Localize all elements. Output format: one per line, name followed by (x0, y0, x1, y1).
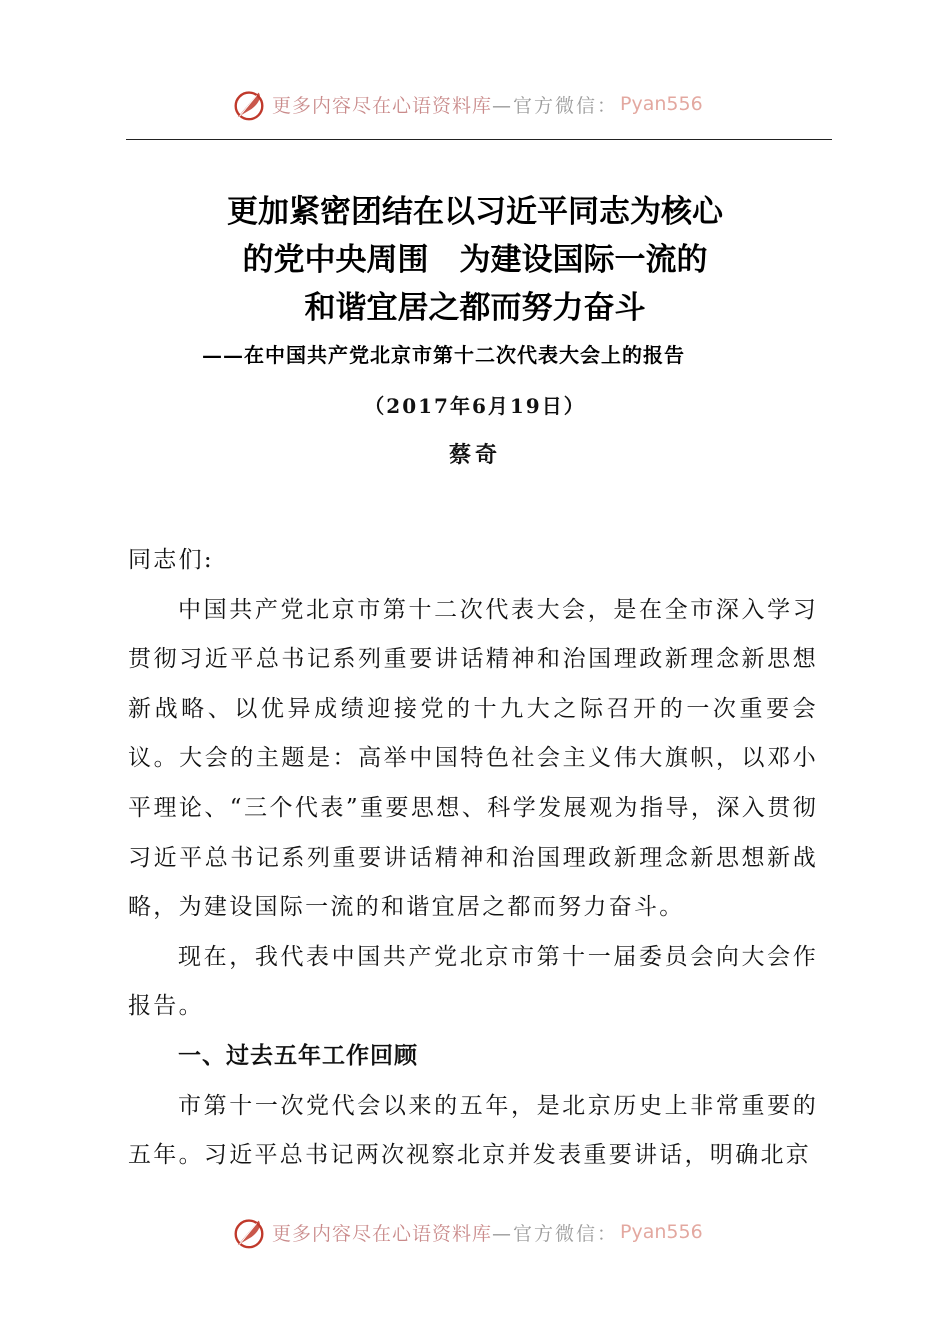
watermark-header (230, 84, 703, 124)
header-divider (126, 139, 832, 140)
document-author: 蔡奇 (448, 442, 501, 468)
paragraph: 中国共产党北京市第十二次代表大会，是在全市深入学习贯彻习近平总书记系列重要讲话精神和治国理政新理念新思想新战略、以优异成绩迎接党的十九大之际召开的一次重要会议。大会的主题是：高举中国特色社会主义伟大旗帜，以邓小平理论、“三个代表”重要思想、科学发展观为指导，深入贯彻习近平总书记系列重要讲话精神和治国理政新理念新思想新战略，为建设国际一流的和谐宜居之都而努力奋斗。 (128, 596, 818, 921)
watermark-sub-text: —官方微信： (492, 1222, 619, 1245)
watermark-main-text: 更多内容尽在心语资料库 (272, 94, 493, 117)
watermark-footer (230, 1212, 703, 1252)
paragraph: 现在，我代表中国共产党北京市第十一届委员会向大会作报告。 (128, 943, 818, 1020)
feather-logo-icon (230, 1213, 268, 1251)
title-line-1: 更加紧密团结在以习近平同志为核心 (227, 194, 723, 230)
watermark-wechat-id: Pyan556 (620, 1221, 703, 1243)
salutation: 同志们: (128, 547, 214, 573)
feather-logo-icon (230, 85, 268, 123)
watermark-main-text: 更多内容尽在心语资料库 (272, 1222, 493, 1245)
document-date: （2017年6月19日） (364, 394, 586, 418)
document-body (128, 536, 818, 1181)
document-title (0, 188, 950, 332)
paragraph: 市第十一次党代会以来的五年，是北京历史上非常重要的五年。习近平总书记两次视察北京并发表重要讲话，明确北京 (128, 1092, 818, 1169)
document-subtitle: ——在中国共产党北京市第十二次代表大会上的报告 (202, 343, 685, 367)
section-heading: 一、过去五年工作回顾 (178, 1042, 418, 1069)
watermark-sub-text: —官方微信： (492, 94, 619, 117)
watermark-wechat-id: Pyan556 (620, 93, 703, 115)
title-line-2: 的党中央周围 为建设国际一流的 (242, 242, 708, 278)
title-line-3: 和谐宜居之都而努力奋斗 (304, 290, 646, 326)
